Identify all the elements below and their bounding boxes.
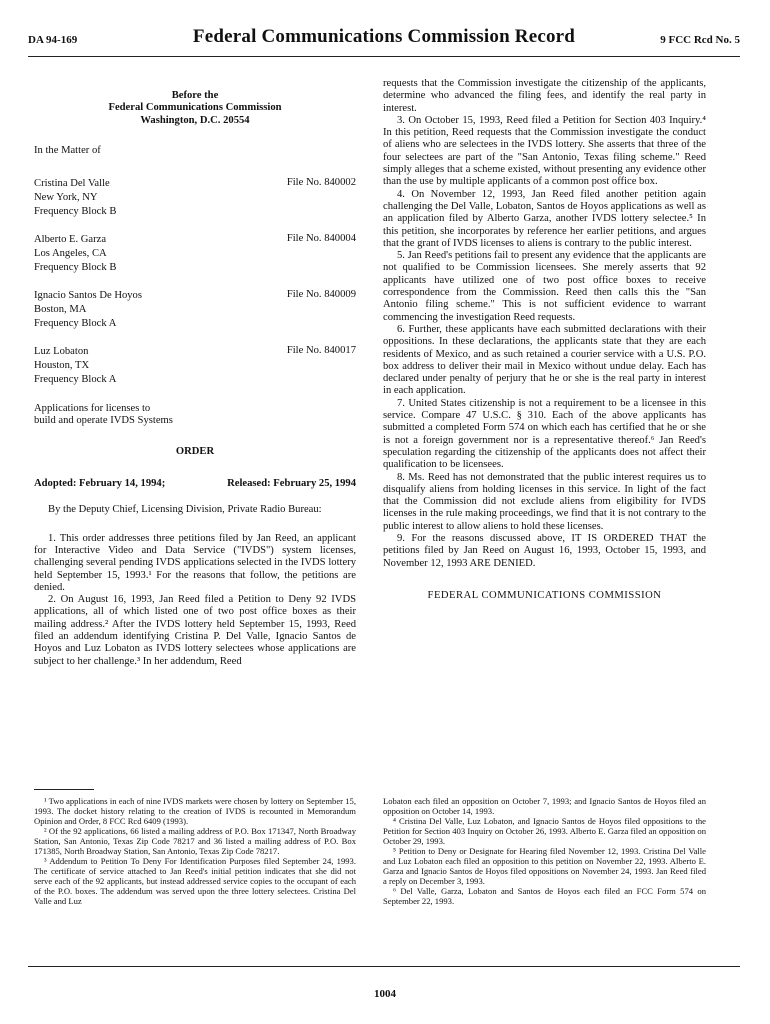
matter-label: In the Matter of	[34, 144, 101, 156]
party-file-number: File No. 840004	[286, 233, 356, 245]
party-entry	[34, 345, 356, 387]
party-block: Frequency Block B	[34, 206, 117, 218]
party-city: Boston, MA	[34, 304, 87, 316]
signature-block: FEDERAL COMMUNICATIONS COMMISSION	[427, 589, 662, 601]
party-block: Frequency Block B	[34, 262, 117, 274]
party-file-number: File No. 840017	[286, 345, 356, 357]
party-name: Alberto E. Garza	[34, 234, 107, 246]
footnote-1: ¹ Two applications in each of nine IVDS markets were chosen by lottery on September 15, 1993. The docket history relating to the creation of IVDS is recounted in Memorandum Opinion and Order, 8 FCC Rcd 6409 (1993).	[34, 796, 356, 826]
footnote-5: ⁵ Petition to Deny or Designate for Hearing filed November 12, 1993. Cristina Del Valle and Luz Lobaton each filed an opposition to this petition on November 22, 1993. Alberto E. Garza and Ignacio Santos de Hoyos filed oppositions on November 24, 1993. Jan Reed filed a reply on December 3, 1993.	[383, 846, 706, 886]
party-name: Cristina Del Valle	[34, 178, 110, 190]
page-number: 1004	[374, 988, 396, 1000]
paragraph-9: 9. For the reasons discussed above, IT IS ORDERED THAT the petitions filed by Jan Reed on August 16, 1993, October 15, 1993, and November 12, 1993 ARE DENIED.	[383, 532, 706, 569]
application-line-1: Applications for licenses to	[34, 403, 151, 415]
footnote-2: ² Of the 92 applications, 66 listed a mailing address of P.O. Box 171347, North Broadway Station, San Antonio, Texas Zip Code 78217 and 36 listed a mailing address of P.O. Box 171385, North Broadway Station, San Antonio, Texas Zip Code 78217.	[34, 826, 356, 856]
paragraph-7: 7. United States citizenship is not a requirement to be a licensee in this service. Compare 47 U.S.C. § 310. Each of the above applicants has submitted a completed Form 574 on which each has certified that he or she is not a foreign government nor is a representative thereof.⁶ Jan Reed's speculation regarding the citizenship of the applicants does not affect their qualification to be licensees.	[383, 397, 706, 471]
footnote-3-continued: Lobaton each filed an opposition on October 7, 1993; and Ignacio Santos de Hoyos filed an opposition on October 14, 1993.	[383, 796, 706, 816]
party-city: Los Angeles, CA	[34, 248, 107, 260]
party-block: Frequency Block A	[34, 374, 117, 386]
adopted-date: Adopted: February 14, 1994;	[34, 478, 166, 490]
issuing-authority: By the Deputy Chief, Licensing Division, Private Radio Bureau:	[48, 504, 322, 516]
footnote-6: ⁶ Del Valle, Garza, Lobaton and Santos de Hoyos each filed an FCC Form 574 on September 22, 1993.	[383, 886, 706, 906]
footnote-3: ³ Addendum to Petition To Deny For Identification Purposes filed September 24, 1993. The certificate of service attached to Jan Reed's initial petition indicates that she did not serve each of the 92 applicants, but instead addressed service copies to the occupant of each of the P.O. boxes. The addendum was served upon the three lottery selectees. Cristina Del Valle and Luz	[34, 856, 356, 906]
order-heading: ORDER	[175, 445, 215, 457]
left-column	[34, 90, 356, 668]
caption-line-2: Federal Communications Commission	[108, 102, 282, 114]
application-line-2: build and operate IVDS Systems	[34, 415, 173, 427]
footnote-rule	[34, 789, 94, 790]
party-block: Frequency Block A	[34, 318, 117, 330]
volume-citation: 9 FCC Rcd No. 5	[660, 34, 740, 46]
paragraph-5: 5. Jan Reed's petitions fail to present any evidence that the applicants are not qualified to be Commission licensees. She merely asserts that 92 applicants have utilized one of two post office boxes to receive correspondence from the Commission. Reed then calls this the "San Antonio filing scheme." This is not sufficient evidence to warrant commencing the investigation Reed requests.	[383, 250, 706, 323]
footnotes-right	[383, 796, 706, 906]
paragraph-2-continued: requests that the Commission investigate the citizenship of the applicants, determine who advanced the filing fees, and identify the real party in interest.	[383, 78, 706, 114]
paragraph-6: 6. Further, these applicants have each submitted declarations with their oppositions. In these declarations, the applicants state that they are each residents of Mexico, and as such retained a courier service with a U.S. P.O. box address to deliver their mail in Mexico without undue delay. Each has declared under penalty of perjury that he or she is the real party in interest in each application.	[383, 323, 706, 397]
paragraph-3: 3. On October 15, 1993, Reed filed a Petition for Section 403 Inquiry.⁴ In this petition, Reed requests that the Commission investigate the conduct of aliens who are selectees in the IVDS lottery. She asserts that three of the four selectees are part of the "San Antonio, Texas filing scheme." Reed simply alleges that a scheme existed, without presenting any evidence other than the use by multiple applicants of a common post office box.	[383, 114, 706, 188]
order-dates	[34, 478, 356, 490]
caption-line-1: Before the	[171, 90, 219, 101]
docket-number: DA 94-169	[28, 34, 78, 46]
party-name: Luz Lobaton	[34, 346, 89, 358]
party-entry	[34, 177, 356, 219]
header-rule	[28, 56, 740, 57]
footnotes-left	[34, 796, 356, 906]
caption-line-3: Washington, D.C. 20554	[140, 114, 250, 126]
party-city: New York, NY	[34, 192, 98, 204]
party-file-number: File No. 840002	[286, 177, 356, 189]
party-city: Houston, TX	[34, 360, 90, 372]
party-entry	[34, 289, 356, 331]
journal-title: Federal Communications Commission Record	[192, 26, 576, 47]
application-description	[34, 403, 356, 428]
party-name: Ignacio Santos De Hoyos	[34, 290, 142, 302]
right-column	[383, 78, 706, 602]
footer-rule	[28, 966, 740, 967]
paragraph-4: 4. On November 12, 1993, Jan Reed filed another petition again challenging the Del Valle, Lobaton, Santos de Hoyos applications as well as an application filed by Alberto Garza, another IVDS lottery selectee.⁵ In this petition, she incorporates by reference her earlier petitions, and argues that the grant of IVDS licenses to aliens is contrary to the public interest.	[383, 188, 706, 249]
released-date: Released: February 25, 1994	[227, 478, 356, 490]
party-file-number: File No. 840009	[286, 289, 356, 301]
caption-heading	[34, 90, 356, 127]
running-header	[28, 26, 740, 52]
party-entry	[34, 233, 356, 275]
paragraph-8: 8. Ms. Reed has not demonstrated that the public interest requires us to disqualify aliens from holding licenses in this service. In light of the fact that the Commission did not exclude aliens from eligibility for IVDS licenses in the rule making proceedings, we find that it is not contrary to the public interest to allow aliens to hold these licenses.	[383, 471, 706, 532]
footnote-4: ⁴ Cristina Del Valle, Luz Lobaton, and Ignacio Santos de Hoyos filed oppositions to the Petition for Section 403 Inquiry on October 26, 1993. Alberto E. Garza filed an opposition on October 29, 1993.	[383, 816, 706, 846]
paragraph-2: 2. On August 16, 1993, Jan Reed filed a Petition to Deny 92 IVDS applications, all of which listed one of two post office boxes as their mailing address.² After the IVDS lottery held September 15, 1993, Reed filed an addendum identifying Cristina P. Del Valle, Ignacio Santos de Hoyos and Luz Lobaton as IVDS lottery selectees whose applications are subject to her challenge.³ In her addendum, Reed	[34, 594, 356, 667]
paragraph-1: 1. This order addresses three petitions filed by Jan Reed, an applicant for Interactive Video and Data Service ("IVDS") system licenses, challenging several pending IVDS applications selected in the IVDS lottery held September 15, 1993.¹ For the reasons that follow, the petitions are denied.	[34, 532, 356, 593]
